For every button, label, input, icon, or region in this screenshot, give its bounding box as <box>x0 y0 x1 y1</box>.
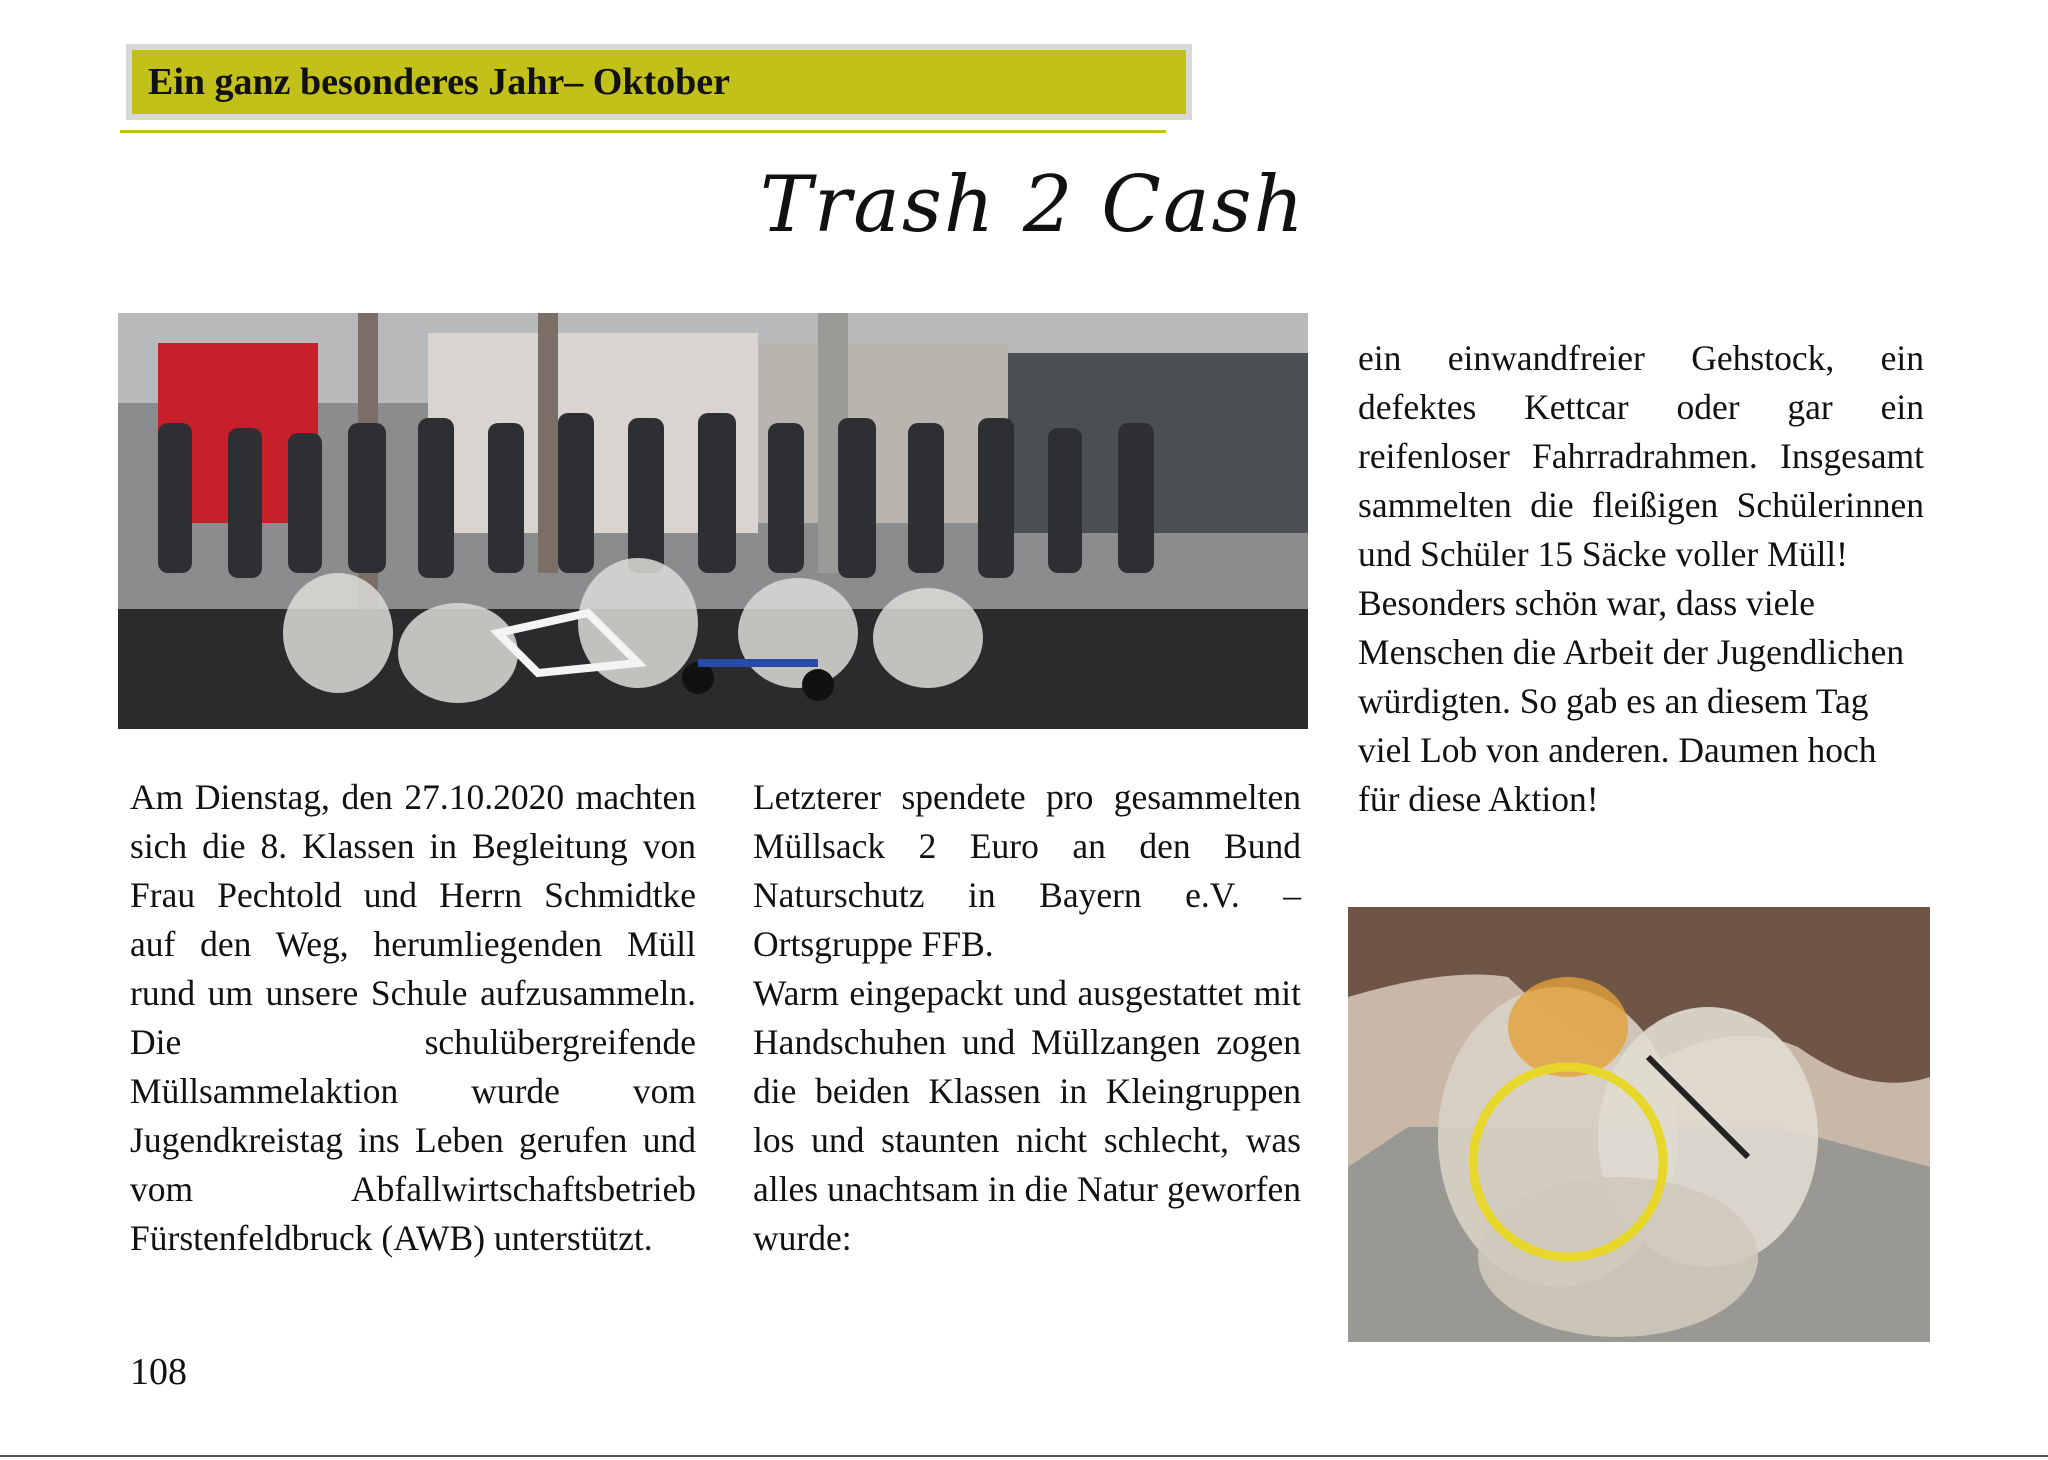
paragraph-col2-2: Warm eingepackt und ausgestattet mit Handschuhen und Müllzangen zogen die beiden Klassen in Kleingruppen los und staunten nicht schlecht, was alles unachtsam in die Natur geworfen wurde: <box>753 973 1301 1258</box>
column-2 <box>753 773 1301 1263</box>
page-number: 108 <box>130 1351 187 1393</box>
paragraph-col3-1: ein einwandfreier Gehstock, ein defektes Kettcar oder gar ein reifenloser Fahrradrahmen. Insgesamt sammelten die fleißigen Schülerinnen und Schüler 15 Säcke voller Müll! <box>1358 338 1924 574</box>
trash-bags-photo <box>1348 907 1930 1342</box>
paragraph-col2-1: Letzterer spendete pro gesammelten Müllsack 2 Euro an den Bund Naturschutz in Bayern e.V. – Ortsgruppe FFB. <box>753 777 1301 964</box>
column-3 <box>1358 334 1924 824</box>
group-photo <box>118 313 1308 729</box>
page-title: Trash 2 Cash <box>760 160 1306 250</box>
section-banner <box>126 44 1192 120</box>
column-1 <box>130 773 696 1263</box>
paragraph-col1: Am Dienstag, den 27.10.2020 machten sich die 8. Klassen in Begleitung von Frau Pechtold und Herrn Schmidtke auf den Weg, herumliegenden Müll rund um unsere Schule aufzusammeln. Die schulübergreifende Müllsammelaktion wurde vom Jugendkreistag ins Leben gerufen und vom Abfallwirtschaftsbetrieb Fürstenfeldbruck (AWB) unterstützt. <box>130 777 696 1258</box>
bottom-rule <box>0 1455 2048 1457</box>
paragraph-col3-2: Besonders schön war, dass viele Menschen die Arbeit der Jugendlichen würdigten. So gab es an diesem Tag viel Lob von anderen. Daumen hoch für diese Aktion! <box>1358 583 1905 819</box>
section-title: Ein ganz besonderes Jahr– Oktober <box>132 50 1186 114</box>
banner-underline <box>120 130 1166 133</box>
